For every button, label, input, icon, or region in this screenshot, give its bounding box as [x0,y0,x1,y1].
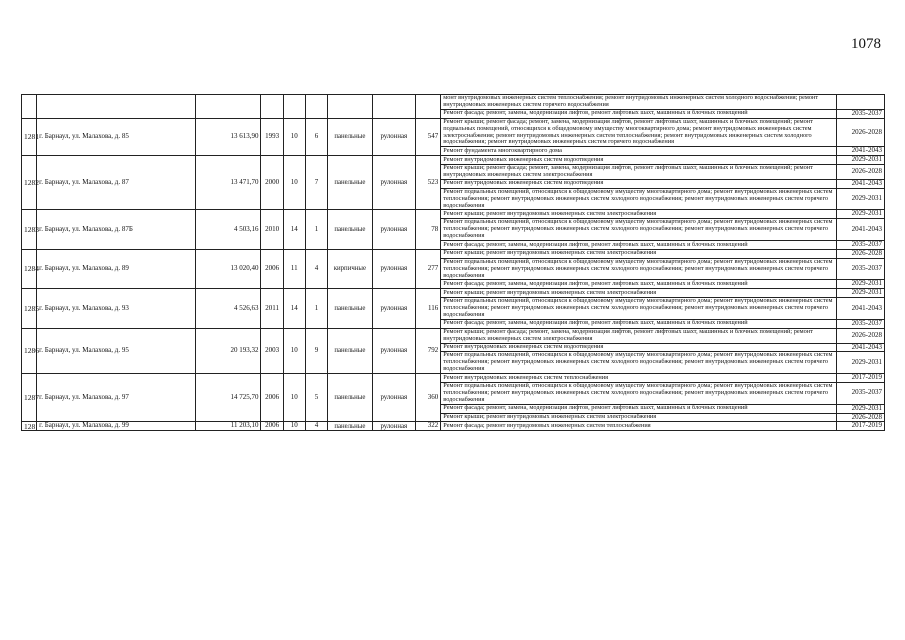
table-row [22,95,885,110]
table-row [22,328,885,343]
empty-cell [37,95,196,119]
building-address: г. Барнаул, ул. Малахова, д. 93 [37,289,196,328]
building-number: 1287 [22,374,37,422]
resident-count: 360 [416,374,441,422]
roof-type: рулонная [372,374,415,422]
building-number: 128 [22,422,37,431]
building-area: 13 471,70 [195,156,261,210]
work-period: 2035-2037 [837,319,885,328]
work-period: 2026-2028 [837,118,885,147]
work-description: Ремонт подвальных помещений, относящихся к общедомовому имуществу многоквартирного дома; ремонт внутридомовых инженерных систем теплоснабжения; ремонт внутридомовых инженерных систем холодного водоснабжения; ремонт внутридомовых инженерных систем горячего водоснабжения [441,352,837,374]
building-number: 1283 [22,210,37,249]
work-description: Ремонт внутридомовых инженерных систем теплоснабжения [441,374,837,383]
entrance-count: 6 [305,118,327,156]
resident-count: 547 [416,118,441,156]
empty-cell [305,95,327,119]
build-year: 2011 [261,289,283,328]
work-description: Ремонт внутридомовых инженерных систем водоотведения [441,343,837,352]
building-area: 4 526,63 [195,289,261,328]
work-description: Ремонт внутридомовых инженерных систем водоотведения [441,179,837,188]
work-period: 2017-2019 [837,422,885,431]
resident-count: 792 [416,328,441,373]
work-period: 2035-2037 [837,109,885,118]
resident-count: 322 [416,422,441,431]
building-area: 11 203,10 [195,422,261,431]
work-period: 2029-2031 [837,289,885,298]
building-address: г. Барнаул, ул. Малахова, д. 87Б [37,210,196,249]
resident-count: 116 [416,289,441,328]
building-number: 1281 [22,118,37,156]
roof-type: рулонная [372,156,415,210]
table-row [22,118,885,147]
floor-count: 10 [283,328,305,373]
work-description: Ремонт крыши; ремонт внутридомовых инженерных систем электроснабжения [441,210,837,219]
empty-cell [261,95,283,119]
work-description: монт внутридомовых инженерных систем теплоснабжения; ремонт внутридомовых инженерных систем холодного водоснабжения; ремонт внутридомовых инженерных систем горячего водоснабжения [441,95,837,110]
work-description: Ремонт фасада; ремонт внутридомовых инженерных систем теплоснабжения [441,422,837,431]
empty-cell [283,95,305,119]
work-period: 2026-2028 [837,328,885,343]
build-year: 2006 [261,422,283,431]
wall-material: панельные [328,328,372,373]
building-area: 20 193,32 [195,328,261,373]
floor-count: 10 [283,374,305,422]
building-area: 4 503,16 [195,210,261,249]
roof-type: рулонная [372,249,415,288]
build-year: 1993 [261,118,283,156]
table-body [22,95,885,431]
work-period: 2041-2043 [837,343,885,352]
work-description: Ремонт фасада; ремонт, замена, модернизация лифтов, ремонт лифтовых шахт, машинных и блочных помещений [441,109,837,118]
work-description: Ремонт подвальных помещений, относящихся к общедомовому имуществу многоквартирного дома; ремонт внутридомовых инженерных систем теплоснабжения; ремонт внутридомовых инженерных систем холодного водоснабжения; ремонт внутридомовых инженерных систем горячего водоснабжения [441,219,837,241]
resident-count: 277 [416,249,441,288]
work-period: 2035-2037 [837,258,885,280]
roof-type: рулонная [372,118,415,156]
entrance-count: 4 [305,249,327,288]
work-period: 2026-2028 [837,413,885,422]
building-number: 1285 [22,289,37,328]
work-period: 2017-2019 [837,374,885,383]
repair-program-table [21,94,885,431]
empty-cell [416,95,441,119]
work-period: 2035-2037 [837,241,885,250]
table-row [22,422,885,431]
entrance-count: 5 [305,374,327,422]
floor-count: 14 [283,289,305,328]
build-year: 2000 [261,156,283,210]
wall-material: кирпичные [328,249,372,288]
work-period: 2035-2037 [837,382,885,404]
work-description: Ремонт подвальных помещений, относящихся к общедомовому имуществу многоквартирного дома; ремонт внутридомовых инженерных систем теплоснабжения; ремонт внутридомовых инженерных систем холодного водоснабжения; ремонт внутридомовых инженерных систем горячего водоснабжения [441,298,837,320]
work-description: Ремонт внутридомовых инженерных систем водоотведения [441,156,837,165]
wall-material: панельные [328,156,372,210]
building-number: 1284 [22,249,37,288]
work-description: Ремонт крыши; ремонт внутридомовых инженерных систем электроснабжения [441,413,837,422]
work-period: 2029-2031 [837,352,885,374]
building-address: г. Барнаул, ул. Малахова, д. 99 [37,422,196,431]
table-row [22,249,885,258]
entrance-count: 7 [305,156,327,210]
work-description: Ремонт крыши; ремонт фасада; ремонт, замена, модернизация лифтов, ремонт лифтовых шахт, машинных и блочных помещений; ремонт внутридомовых инженерных систем электроснабжения [441,165,837,180]
floor-count: 11 [283,249,305,288]
building-address: г. Барнаул, ул. Малахова, д. 87 [37,156,196,210]
floor-count: 10 [283,422,305,431]
work-period: 2041-2043 [837,179,885,188]
building-number: 1282 [22,156,37,210]
work-period: 2029-2031 [837,188,885,210]
entrance-count: 1 [305,289,327,328]
work-description: Ремонт фасада; ремонт, замена, модернизация лифтов, ремонт лифтовых шахт, машинных и блочных помещений [441,241,837,250]
work-description: Ремонт крыши; ремонт фасада; ремонт, замена, модернизация лифтов, ремонт лифтовых шахт, машинных и блочных помещений; ремонт подвальных помещений, относящихся к общедомовому имуществу многоквартирного дома; ремонт внутридомовых инженерных систем электроснабжения; ремонт внутридомовых инженерных систем теплоснабжения; ремонт внутридомовых инженерных систем холодного водоснабжения; ремонт внутридомовых инженерных систем горячего водоснабжения [441,118,837,147]
work-description: Ремонт крыши; ремонт фасада; ремонт, замена, модернизация лифтов, ремонт лифтовых шахт, машинных и блочных помещений; ремонт внутридомовых инженерных систем электроснабжения [441,328,837,343]
work-period [837,95,885,110]
building-area: 13 020,40 [195,249,261,288]
work-period: 2029-2031 [837,210,885,219]
work-period: 2041-2043 [837,147,885,156]
entrance-count: 1 [305,210,327,249]
building-address: г. Барнаул, ул. Малахова, д. 95 [37,328,196,373]
work-description: Ремонт фасада; ремонт, замена, модернизация лифтов, ремонт лифтовых шахт, машинных и блочных помещений [441,319,837,328]
empty-cell [22,95,37,119]
build-year: 2003 [261,328,283,373]
work-period: 2026-2028 [837,165,885,180]
building-area: 14 725,70 [195,374,261,422]
building-address: г. Барнаул, ул. Малахова, д. 89 [37,249,196,288]
floor-count: 10 [283,118,305,156]
work-description: Ремонт фасада; ремонт, замена, модернизация лифтов, ремонт лифтовых шахт, машинных и блочных помещений [441,280,837,289]
floor-count: 10 [283,156,305,210]
wall-material: панельные [328,289,372,328]
roof-type: рулонная [372,289,415,328]
empty-cell [372,95,415,119]
work-description: Ремонт подвальных помещений, относящихся к общедомовому имуществу многоквартирного дома; ремонт внутридомовых инженерных систем теплоснабжения; ремонт внутридомовых инженерных систем холодного водоснабжения; ремонт внутридомовых инженерных систем горячего водоснабжения [441,188,837,210]
work-period: 2029-2031 [837,404,885,413]
wall-material: панельные [328,210,372,249]
wall-material: панельные [328,422,372,431]
building-number: 1286 [22,328,37,373]
work-description: Ремонт крыши; ремонт внутридомовых инженерных систем электроснабжения [441,289,837,298]
building-address: г. Барнаул, ул. Малахова, д. 97 [37,374,196,422]
work-period: 2041-2043 [837,219,885,241]
work-period: 2029-2031 [837,156,885,165]
work-period: 2026-2028 [837,249,885,258]
building-area: 13 613,90 [195,118,261,156]
work-period: 2041-2043 [837,298,885,320]
work-description: Ремонт крыши; ремонт внутридомовых инженерных систем электроснабжения [441,249,837,258]
roof-type: рулонная [372,210,415,249]
work-description: Ремонт фундамента многоквартирного дома [441,147,837,156]
entrance-count: 4 [305,422,327,431]
resident-count: 523 [416,156,441,210]
resident-count: 78 [416,210,441,249]
work-description: Ремонт подвальных помещений, относящихся к общедомовому имуществу многоквартирного дома; ремонт внутридомовых инженерных систем теплоснабжения; ремонт внутридомовых инженерных систем холодного водоснабжения; ремонт внутридомовых инженерных систем горячего водоснабжения [441,258,837,280]
work-description: Ремонт подвальных помещений, относящихся к общедомовому имуществу многоквартирного дома; ремонт внутридомовых инженерных систем теплоснабжения; ремонт внутридомовых инженерных систем холодного водоснабжения; ремонт внутридомовых инженерных систем горячего водоснабжения [441,382,837,404]
build-year: 2006 [261,374,283,422]
empty-cell [195,95,261,119]
empty-cell [328,95,372,119]
build-year: 2010 [261,210,283,249]
wall-material: панельные [328,374,372,422]
floor-count: 14 [283,210,305,249]
wall-material: панельные [328,118,372,156]
roof-type: рулонная [372,422,415,431]
building-address: г. Барнаул, ул. Малахова, д. 85 [37,118,196,156]
work-description: Ремонт фасада; ремонт, замена, модернизация лифтов, ремонт лифтовых шахт, машинных и блочных помещений [441,404,837,413]
work-period: 2029-2031 [837,280,885,289]
page-number: 1078 [851,36,881,52]
roof-type: рулонная [372,328,415,373]
entrance-count: 9 [305,328,327,373]
build-year: 2006 [261,249,283,288]
